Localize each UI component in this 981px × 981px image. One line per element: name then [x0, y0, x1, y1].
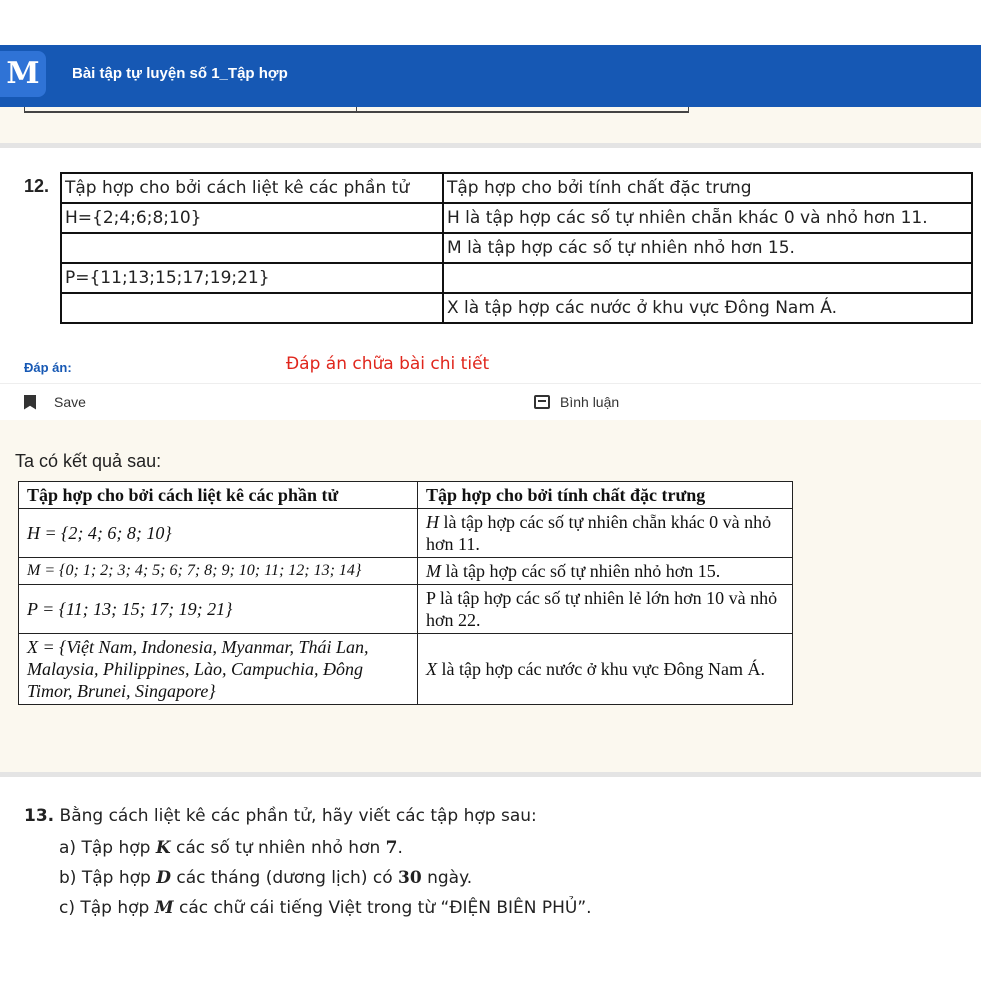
item-text: các số tự nhiên nhỏ hơn	[170, 838, 386, 858]
question-item	[59, 868, 472, 888]
save-button[interactable]	[24, 393, 86, 411]
table-row	[19, 585, 793, 634]
item-variable: K	[155, 838, 171, 858]
item-text: ngày.	[421, 868, 473, 888]
item-variable: M	[154, 898, 174, 918]
table-header-right: Tập hợp cho bởi tính chất đặc trưng	[418, 482, 793, 509]
section-separator	[0, 772, 981, 777]
table-header-row	[19, 482, 793, 509]
result-intro: Ta có kết quả sau:	[15, 451, 162, 471]
app-logo[interactable]: M	[0, 51, 46, 97]
answer-table	[18, 481, 793, 705]
table-cell-left: P={11;13;15;17;19;21}	[61, 263, 443, 293]
set-description: là tập hợp các số tự nhiên nhỏ hơn 15.	[441, 561, 721, 581]
table-row	[61, 203, 972, 233]
table-divider	[688, 107, 689, 113]
table-row	[61, 233, 972, 263]
set-variable: P	[426, 588, 436, 608]
table-cell-right: M là tập hợp các số tự nhiên nhỏ hơn 15.	[443, 233, 972, 263]
save-label: Save	[54, 394, 86, 410]
table-header-left: Tập hợp cho bởi cách liệt kê các phần tử	[61, 173, 443, 203]
question-text: Bằng cách liệt kê các phần tử, hãy viết các tập hợp sau:	[59, 806, 537, 826]
app-header	[0, 45, 981, 107]
table-cell-right	[418, 585, 793, 634]
answer-label: Đáp án:	[24, 360, 72, 375]
divider	[0, 383, 981, 384]
table-row	[19, 558, 793, 585]
previous-content-strip	[0, 107, 981, 145]
table-row	[61, 263, 972, 293]
table-cell-left: M = {0; 1; 2; 3; 4; 5; 6; 7; 8; 9; 10; 11; 12; 13; 14}	[19, 558, 418, 585]
table-divider	[356, 107, 357, 113]
set-description: là tập hợp các số tự nhiên chẵn khác 0 và nhỏ hơn 11.	[426, 512, 772, 554]
table-row	[19, 634, 793, 705]
question-item	[59, 898, 592, 918]
table-header-row	[61, 173, 972, 203]
table-cell-right: H là tập hợp các số tự nhiên chẵn khác 0 và nhỏ hơn 11.	[443, 203, 972, 233]
page-title: Bài tập tự luyện số 1_Tập hợp	[72, 65, 288, 82]
set-description: là tập hợp các số tự nhiên lẻ lớn hơn 10 và nhỏ hơn 22.	[426, 588, 778, 630]
table-divider	[24, 107, 25, 113]
table-cell-left: H={2;4;6;8;10}	[61, 203, 443, 233]
table-cell-left: P = {11; 13; 15; 17; 19; 21}	[19, 585, 418, 634]
table-cell-right	[418, 558, 793, 585]
set-variable: H	[426, 512, 439, 532]
answer-solution	[0, 420, 981, 772]
table-cell-right	[418, 509, 793, 558]
question-item	[59, 838, 403, 858]
item-text: c) Tập hợp	[59, 898, 155, 918]
comment-icon	[534, 395, 550, 409]
item-number: 7	[385, 838, 398, 858]
question-table	[60, 172, 973, 324]
item-number: 30	[398, 868, 422, 888]
set-description: là tập hợp các nước ở khu vực Đông Nam Á.	[437, 659, 765, 679]
section-separator	[0, 143, 981, 148]
table-cell-left	[61, 233, 443, 263]
item-variable: D	[156, 868, 171, 888]
table-row	[19, 509, 793, 558]
comment-button[interactable]	[534, 393, 619, 411]
table-header-left: Tập hợp cho bởi cách liệt kê các phần tử	[19, 482, 418, 509]
table-row	[61, 293, 972, 323]
question-13	[24, 806, 537, 826]
table-cell-right: X là tập hợp các nước ở khu vực Đông Nam Á.	[443, 293, 972, 323]
table-cell-left: H = {2; 4; 6; 8; 10}	[19, 509, 418, 558]
item-text: .	[397, 838, 403, 858]
question-number: 13.	[24, 806, 55, 826]
comment-label: Bình luận	[560, 394, 620, 410]
detailed-answer-link[interactable]: Đáp án chữa bài chi tiết	[286, 354, 490, 374]
item-text: các chữ cái tiếng Việt trong từ “ĐIỆN BIÊN PHỦ”.	[173, 898, 592, 918]
table-cell-right	[418, 634, 793, 705]
question-number: 12.	[24, 176, 50, 196]
set-variable: X	[426, 659, 437, 679]
table-header-right: Tập hợp cho bởi tính chất đặc trưng	[443, 173, 972, 203]
item-text: các tháng (dương lịch) có	[170, 868, 399, 888]
set-variable: M	[426, 561, 441, 581]
table-cell-right	[443, 263, 972, 293]
table-cell-left: X = {Việt Nam, Indonesia, Myanmar, Thái Lan, Malaysia, Philippines, Lào, Campuchia, Đông Timor, Brunei, Singapore}	[19, 634, 418, 705]
bookmark-icon	[24, 395, 36, 410]
item-text: a) Tập hợp	[59, 838, 156, 858]
item-text: b) Tập hợp	[59, 868, 157, 888]
table-cell-left	[61, 293, 443, 323]
